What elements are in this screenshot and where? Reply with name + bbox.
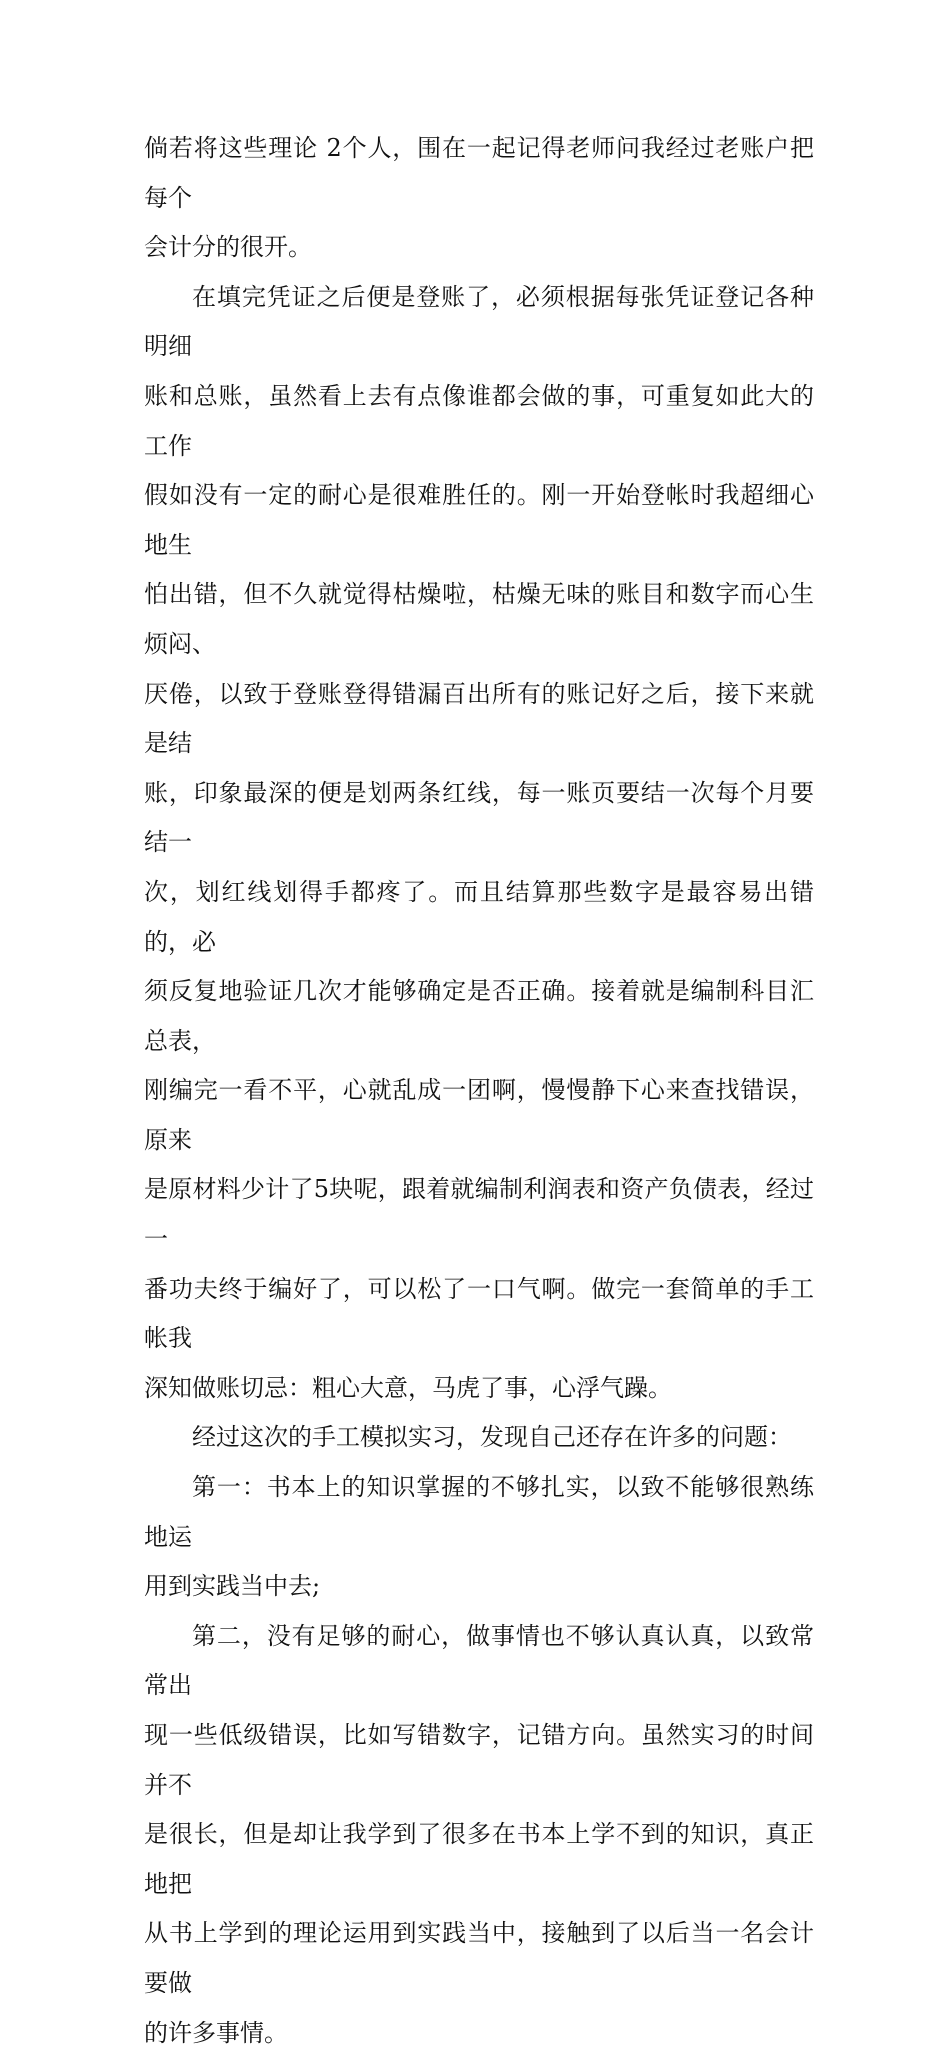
paragraph-5: 第二，没有足够的耐心，做事情也不够认真认真，以致常常出 现一些低级错误，比如写错数字，记错方向。虽然实习的时间并不 是很长，但是却让我学到了很多在书本上学不到的知识，真正地把 从书上学到的理论运用到实践当中，接触到了以后当一名会计要做 的许多事情。	[144, 1621, 814, 2047]
paragraph-3: 经过这次的手工模拟实习，发现自己还存在许多的问题：	[192, 1423, 792, 1452]
body-text	[144, 124, 814, 2058]
paragraph-2: 在填完凭证之后便是登账了，必须根据每张凭证登记各种明细 账和总账，虽然看上去有点像谁都会做的事，可重复如此大的工作 假如没有一定的耐心是很难胜任的。刚一开始登帐时我超细心地生 怕出错，但不久就觉得枯燥啦，枯燥无味的账目和数字而心生烦闷、 厌倦，以致于登账登得错漏百出所有的账记好之后，接下来就是结 账，印象最深的便是划两条红线，每一账页要结一次每个月要结一 次，划红线划得手都疼了。而且结算那些数字是最容易出错的，必 须反复地验证几次才能够确定是否正确。接着就是编制科目汇总表， 刚编完一看不平，心就乱成一团啊，慢慢静下心来查找错误，原来 是原材料少计了5块呢，跟着就编制利润表和资产负债表，经过一 番功夫终于编好了，可以松了一口气啊。做完一套简单的手工帐我 深知做账切忌：粗心大意，马虎了事，心浮气躁。	[144, 282, 814, 1402]
paragraph-1: 倘若将这些理论 2个人，围在一起记得老师问我经过老账户把每个 会计分的很开。	[144, 134, 814, 262]
paragraph-4: 第一：书本上的知识掌握的不够扎实，以致不能够很熟练地运 用到实践当中去;	[144, 1473, 814, 1601]
